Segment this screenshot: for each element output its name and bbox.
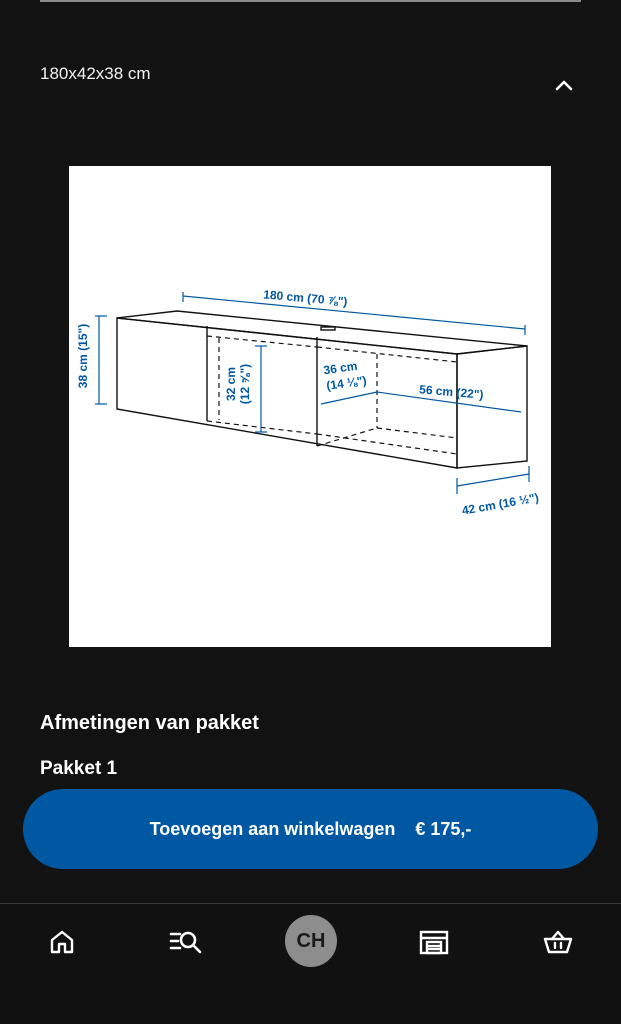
dimension-diagram xyxy=(69,166,551,647)
bottom-nav xyxy=(0,904,621,1024)
chevron-up-icon[interactable] xyxy=(550,72,578,100)
nav-store[interactable] xyxy=(412,922,456,966)
price-label: € 175,- xyxy=(415,818,472,839)
home-icon xyxy=(48,928,76,961)
basket-icon xyxy=(542,928,574,961)
nav-basket[interactable] xyxy=(536,922,580,966)
width-label: 180 cm (70 ⅞") xyxy=(262,287,349,309)
height-label: 38 cm (15") xyxy=(76,323,90,389)
depth-label: 42 cm (16 ½") xyxy=(460,490,540,518)
avatar[interactable] xyxy=(285,915,337,967)
avatar-initials: CH xyxy=(296,929,326,952)
nav-home[interactable] xyxy=(40,922,84,966)
inner-height-label: 32 cm xyxy=(224,366,238,402)
compartment-width-label: 56 cm (22") xyxy=(418,382,485,402)
dimension-labels xyxy=(76,287,540,517)
add-to-cart-label: Toevoegen aan winkelwagen xyxy=(149,818,396,839)
divider-line xyxy=(40,0,581,2)
package-title: Pakket 1 xyxy=(40,758,118,779)
search-icon xyxy=(168,928,204,961)
size-accordion-header[interactable] xyxy=(0,40,621,120)
package-dimensions-title: Afmetingen van pakket xyxy=(40,712,259,734)
nav-search[interactable] xyxy=(164,922,208,966)
compartment-height-inch: (14 ⅛") xyxy=(325,373,368,393)
inner-height-inch: (12 ⅝") xyxy=(238,363,252,405)
size-label: 180x42x38 cm xyxy=(40,64,151,83)
store-icon xyxy=(418,928,450,961)
add-to-cart-button[interactable] xyxy=(23,789,598,869)
compartment-height-label: 36 cm xyxy=(322,358,359,378)
